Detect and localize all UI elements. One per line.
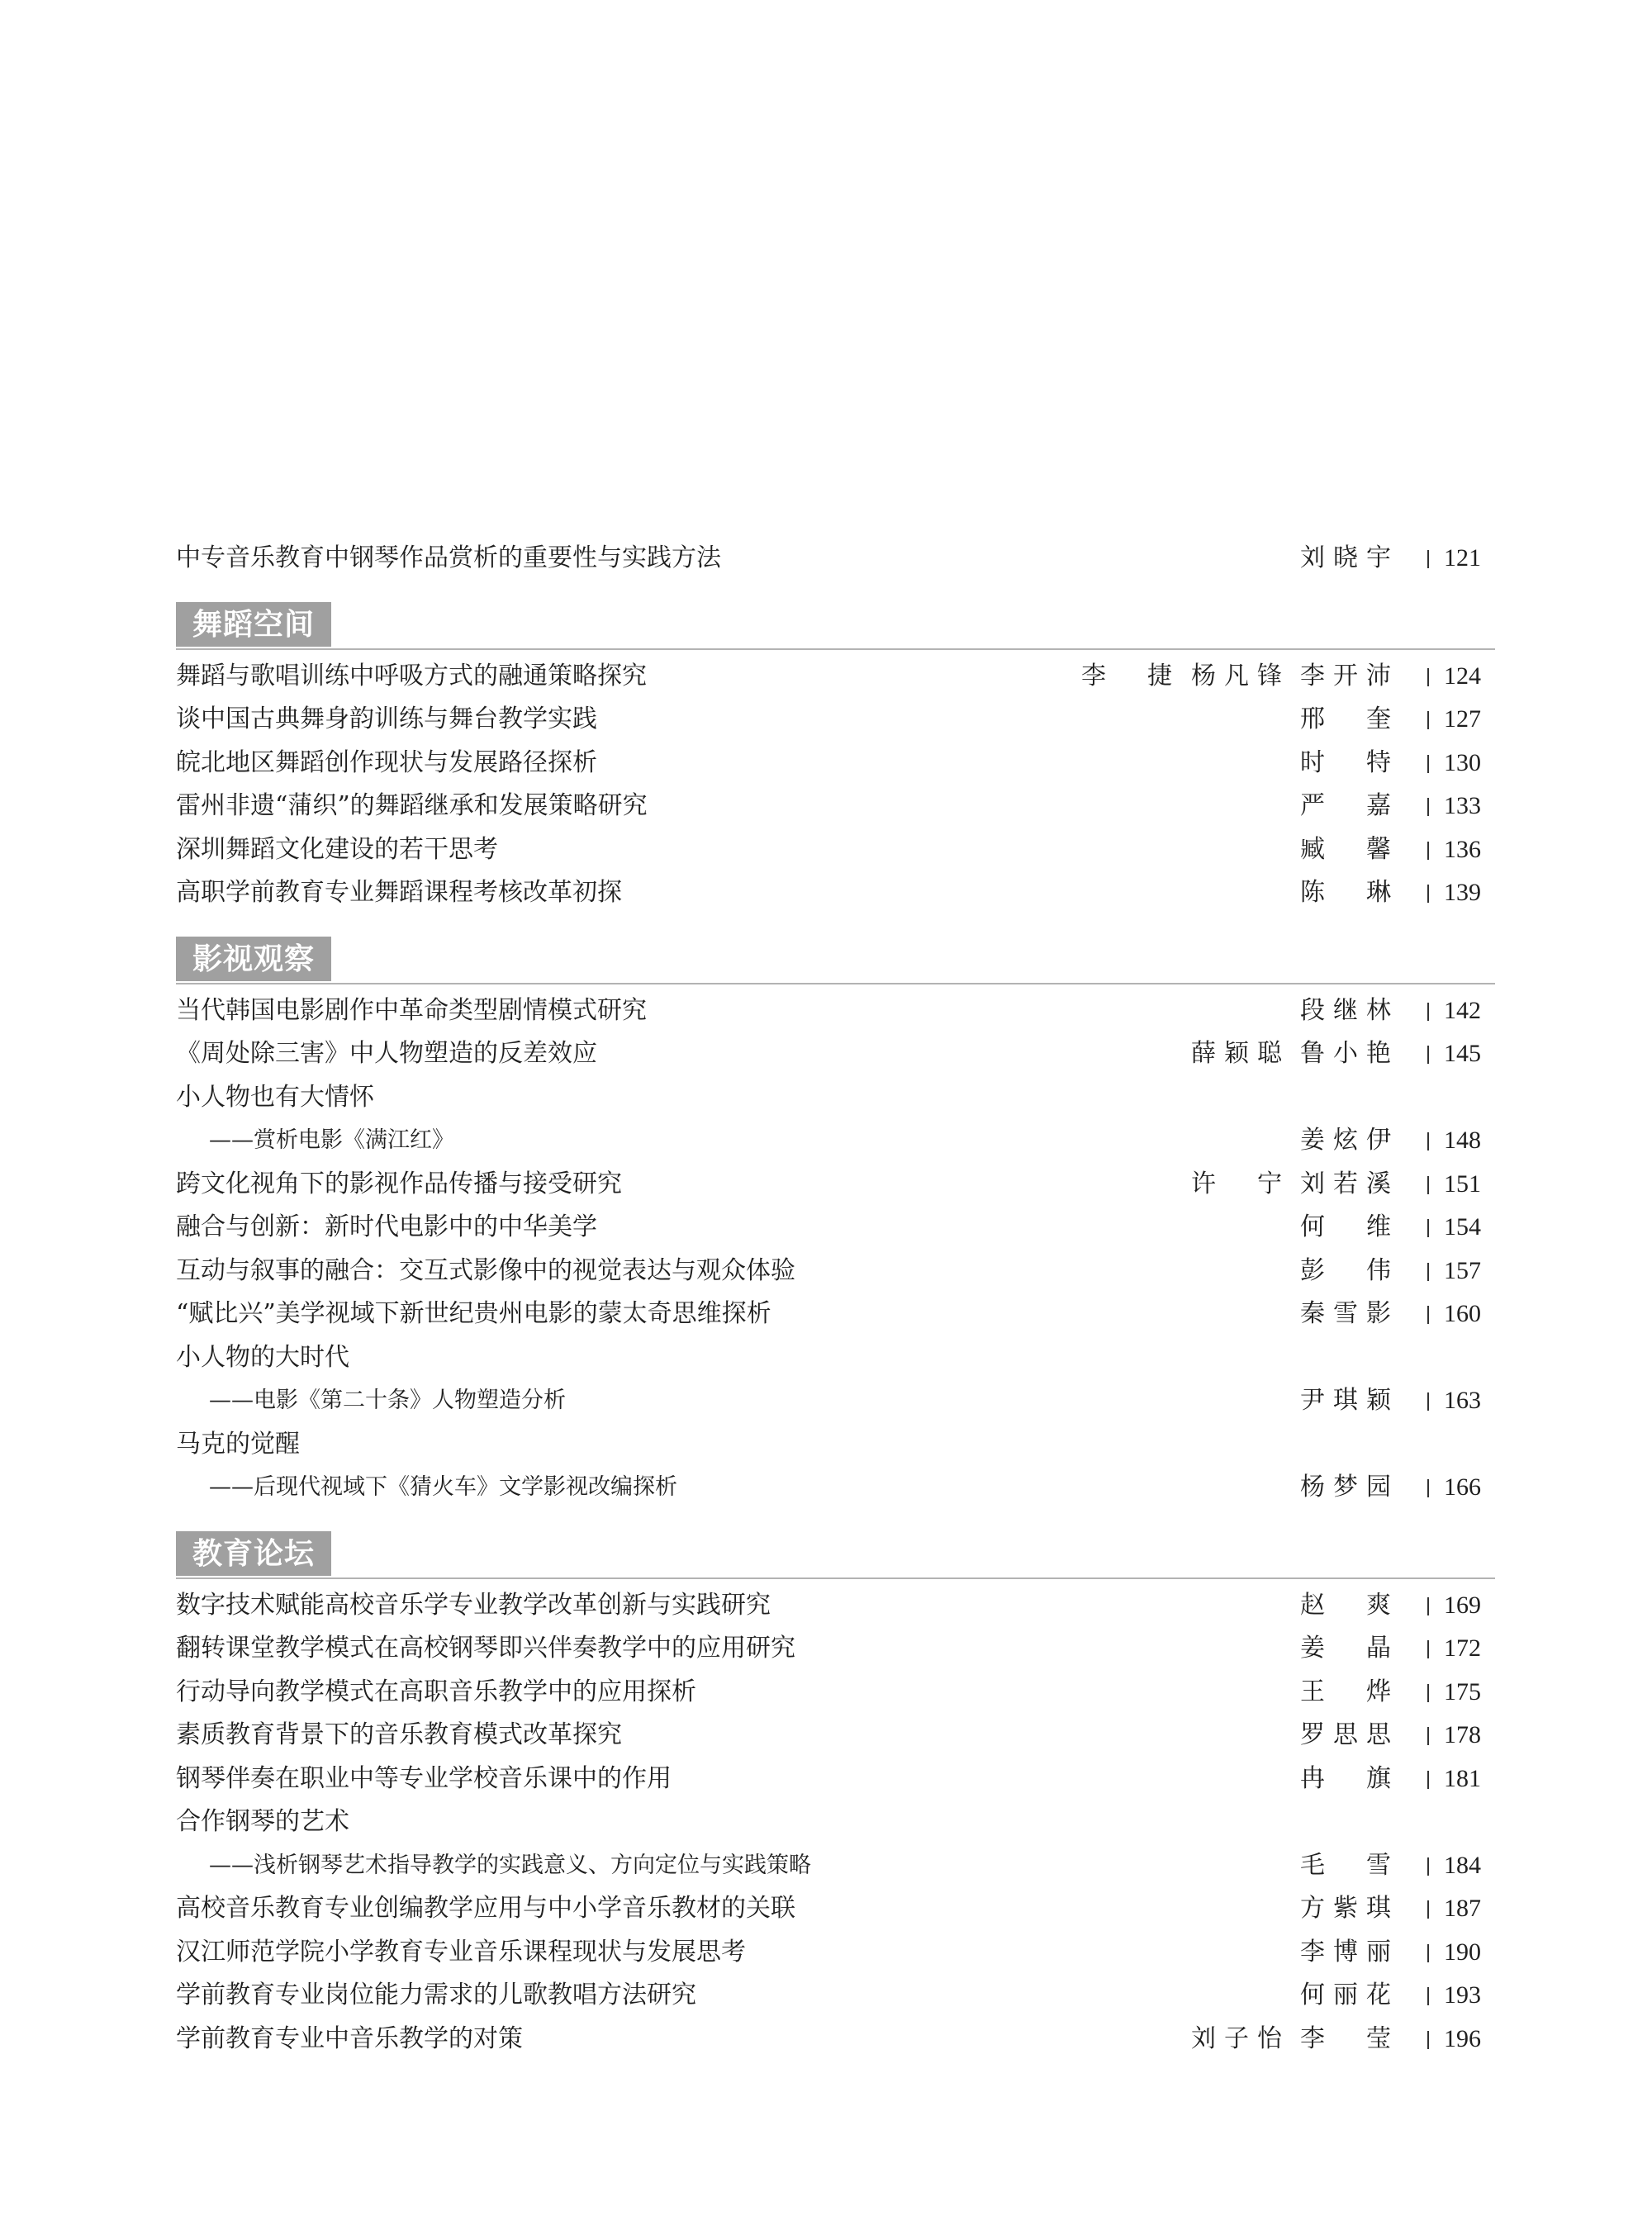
page-separator: [1427, 1987, 1429, 2005]
page-number: 130: [1444, 748, 1481, 776]
entry-title: 高校音乐教育专业创编教学应用与中小学音乐教材的关联: [176, 1894, 795, 1923]
toc-entry: [176, 1250, 1495, 1293]
page-separator: [1427, 1597, 1429, 1615]
entry-title: 皖北地区舞蹈创作现状与发展路径探析: [176, 747, 597, 777]
entry-author: 时 特: [1300, 747, 1391, 777]
entry-title: 汉江师范学院小学教育专业音乐课程现状与发展思考: [176, 1937, 746, 1966]
page-separator: [1427, 1219, 1429, 1237]
toc-entry: [176, 1974, 1495, 2018]
page-separator: [1427, 2031, 1429, 2049]
entry-author: 段继林: [1300, 995, 1391, 1025]
page-number: 142: [1444, 996, 1481, 1024]
toc-entry: [176, 1293, 1495, 1336]
entry-author: 刘晓宇: [1300, 543, 1391, 572]
entry-title: 小人物的大时代: [176, 1342, 349, 1372]
entry-title: 谈中国古典舞身韵训练与舞台教学实践: [176, 705, 597, 733]
page-number: 190: [1444, 1938, 1481, 1966]
page-number: 136: [1444, 835, 1481, 863]
entry-title: “赋比兴”美学视域下新世纪贵州电影的蒙太奇思维探析: [176, 1299, 771, 1328]
toc-subtitle-row: [176, 1379, 1495, 1423]
page-separator: [1427, 1684, 1429, 1702]
entry-title: 融合与创新：新时代电影中的中华美学: [176, 1212, 597, 1241]
entry-author: 许 宁: [1191, 1169, 1282, 1198]
page-separator: [1427, 1771, 1429, 1789]
page-number: 133: [1444, 792, 1481, 819]
page-separator: [1427, 1727, 1429, 1745]
page-separator: [1427, 1857, 1429, 1876]
entry-author: 李开沛: [1300, 661, 1391, 690]
entry-author: 姜 晶: [1300, 1634, 1391, 1663]
toc-entry: [176, 1163, 1495, 1207]
page-number: 127: [1444, 705, 1481, 733]
section-header: [176, 602, 1495, 652]
entry-author: 薛颖聪: [1191, 1039, 1282, 1068]
entry-title: 行动导向教学模式在高职音乐教学中的应用探析: [176, 1677, 696, 1706]
page-number: 151: [1444, 1169, 1481, 1198]
entry-author: 杨凡锋: [1191, 661, 1282, 690]
page-number: 187: [1444, 1895, 1481, 1922]
toc-entry: [176, 655, 1495, 699]
page-number: 124: [1444, 662, 1481, 690]
table-of-contents: [176, 537, 1495, 2061]
page-separator: [1427, 755, 1429, 773]
entry-subtitle: ——电影《第二十条》人物塑造分析: [209, 1388, 566, 1413]
toc-subtitle-row: [176, 1119, 1495, 1163]
toc-entry: [176, 1671, 1495, 1715]
toc-entry: [176, 1627, 1495, 1671]
entry-author: 李 捷: [1081, 661, 1172, 690]
entry-author: 刘子怡: [1191, 2023, 1282, 2053]
section-rule: [176, 1577, 1495, 1579]
entry-author: 毛 雪: [1300, 1850, 1391, 1880]
section-title: 教育论坛: [176, 1531, 331, 1576]
page-separator: [1427, 1046, 1429, 1064]
page-separator: [1427, 1306, 1429, 1324]
entry-title: 马克的觉醒: [176, 1429, 300, 1459]
entry-author: 冉 旗: [1300, 1763, 1391, 1793]
toc-subtitle-row: [176, 1466, 1495, 1510]
section-title: 舞蹈空间: [176, 602, 331, 647]
section-header: [176, 937, 1495, 986]
toc-entry: [176, 1887, 1495, 1931]
section-rule: [176, 648, 1495, 650]
page-number: 157: [1444, 1256, 1481, 1284]
section-rule: [176, 983, 1495, 984]
entry-author: 方紫琪: [1300, 1894, 1391, 1923]
entry-subtitle: ——后现代视域下《猜火车》文学影视改编探析: [209, 1474, 677, 1500]
page-separator: [1427, 1640, 1429, 1658]
toc-entry: [176, 828, 1495, 872]
toc-entry: [176, 1076, 1495, 1120]
page-separator: [1427, 668, 1429, 686]
entry-subtitle: ——浅析钢琴艺术指导教学的实践意义、方向定位与实践策略: [209, 1852, 811, 1878]
entry-author: 何 维: [1300, 1212, 1391, 1241]
entry-title: 学前教育专业岗位能力需求的儿歌教唱方法研究: [176, 1981, 696, 2009]
entry-title: 钢琴伴奏在职业中等专业学校音乐课中的作用: [176, 1763, 672, 1793]
page-number: 184: [1444, 1851, 1481, 1879]
entry-title: 学前教育专业中音乐教学的对策: [176, 2023, 523, 2053]
toc-entry: [176, 1714, 1495, 1758]
page-number: 172: [1444, 1634, 1481, 1662]
page-number: 160: [1444, 1300, 1481, 1327]
entry-title: 小人物也有大情怀: [176, 1082, 374, 1112]
page-separator: [1427, 1132, 1429, 1150]
entry-subtitle: ——赏析电影《满江红》: [209, 1127, 454, 1153]
entry-title: 雷州非遗“蒲织”的舞蹈继承和发展策略研究: [176, 791, 648, 820]
page-separator: [1427, 1944, 1429, 1962]
entry-author: 罗思思: [1300, 1720, 1391, 1749]
entry-author: 陈 琳: [1300, 878, 1391, 907]
entry-title: 合作钢琴的艺术: [176, 1807, 349, 1836]
page-separator: [1427, 711, 1429, 729]
page-number: 196: [1444, 2024, 1481, 2052]
entry-author: 王 烨: [1300, 1677, 1391, 1706]
toc-entry: [176, 1584, 1495, 1628]
entry-author: 彭 伟: [1300, 1255, 1391, 1285]
entry-author: 赵 爽: [1300, 1590, 1391, 1620]
page-separator: [1427, 1176, 1429, 1194]
section-title: 影视观察: [176, 937, 331, 981]
page-separator: [1427, 550, 1429, 568]
page-separator: [1427, 1900, 1429, 1919]
toc-entry: [176, 1032, 1495, 1076]
entry-title: 素质教育背景下的音乐教育模式改革探究: [176, 1720, 622, 1749]
toc-entry: [176, 1931, 1495, 1975]
entry-title: 舞蹈与歌唱训练中呼吸方式的融通策略探究: [176, 661, 647, 690]
toc-entry: [176, 871, 1495, 915]
page-number: 178: [1444, 1721, 1481, 1748]
entry-title: 高职学前教育专业舞蹈课程考核改革初探: [176, 878, 622, 907]
entry-title: 互动与叙事的融合：交互式影像中的视觉表达与观众体验: [176, 1255, 795, 1285]
page-number: 139: [1444, 879, 1481, 906]
entry-author: 杨梦园: [1300, 1473, 1391, 1502]
toc-entry: [176, 1800, 1495, 1844]
toc-entry: [176, 1336, 1495, 1380]
toc-entry: [176, 1206, 1495, 1250]
toc-entry: [176, 1758, 1495, 1801]
page-separator: [1427, 798, 1429, 816]
toc-entry: [176, 1423, 1495, 1467]
page-separator: [1427, 1479, 1429, 1497]
page-number: 145: [1444, 1040, 1481, 1067]
entry-title: 数字技术赋能高校音乐学专业教学改革创新与实践研究: [176, 1590, 771, 1620]
toc-subtitle-row: [176, 1844, 1495, 1888]
entry-author: 何丽花: [1300, 1981, 1391, 2009]
entry-title: 当代韩国电影剧作中革命类型剧情模式研究: [176, 995, 647, 1025]
toc-entry: [176, 537, 1495, 581]
toc-entry: [176, 698, 1495, 742]
entry-author: 臧 馨: [1300, 834, 1391, 864]
entry-author: 严 嘉: [1300, 791, 1391, 820]
entry-author: 尹琪颖: [1300, 1386, 1391, 1415]
page-number: 121: [1444, 544, 1481, 572]
entry-author: 邢 奎: [1300, 705, 1391, 733]
page-number: 181: [1444, 1764, 1481, 1792]
toc-entry: [176, 785, 1495, 828]
page-number: 154: [1444, 1213, 1481, 1241]
entry-title: 深圳舞蹈文化建设的若干思考: [176, 834, 498, 864]
page-separator: [1427, 1392, 1429, 1411]
entry-author: 秦雪影: [1300, 1299, 1391, 1328]
page-number: 175: [1444, 1677, 1481, 1706]
page-number: 163: [1444, 1387, 1481, 1414]
page-number: 148: [1444, 1127, 1481, 1154]
toc-entry: [176, 989, 1495, 1033]
entry-author: 李 莹: [1300, 2023, 1391, 2053]
toc-entry: [176, 2018, 1495, 2061]
page-separator: [1427, 885, 1429, 903]
entry-author: 姜炫伊: [1300, 1126, 1391, 1155]
entry-title: 跨文化视角下的影视作品传播与接受研究: [176, 1169, 622, 1198]
page-number: 166: [1444, 1473, 1481, 1501]
page-number: 169: [1444, 1591, 1481, 1619]
page-separator: [1427, 842, 1429, 860]
entry-title: 中专音乐教育中钢琴作品赏析的重要性与实践方法: [176, 543, 721, 572]
page-number: 193: [1444, 1981, 1481, 2009]
entry-title: 《周处除三害》中人物塑造的反差效应: [176, 1039, 597, 1068]
entry-author: 李博丽: [1300, 1937, 1391, 1966]
page-separator: [1427, 1263, 1429, 1281]
toc-entry: [176, 742, 1495, 785]
entry-author: 刘若溪: [1300, 1169, 1391, 1198]
page-separator: [1427, 1003, 1429, 1021]
entry-author: 鲁小艳: [1300, 1039, 1391, 1068]
section-header: [176, 1531, 1495, 1581]
entry-title: 翻转课堂教学模式在高校钢琴即兴伴奏教学中的应用研究: [176, 1634, 795, 1663]
